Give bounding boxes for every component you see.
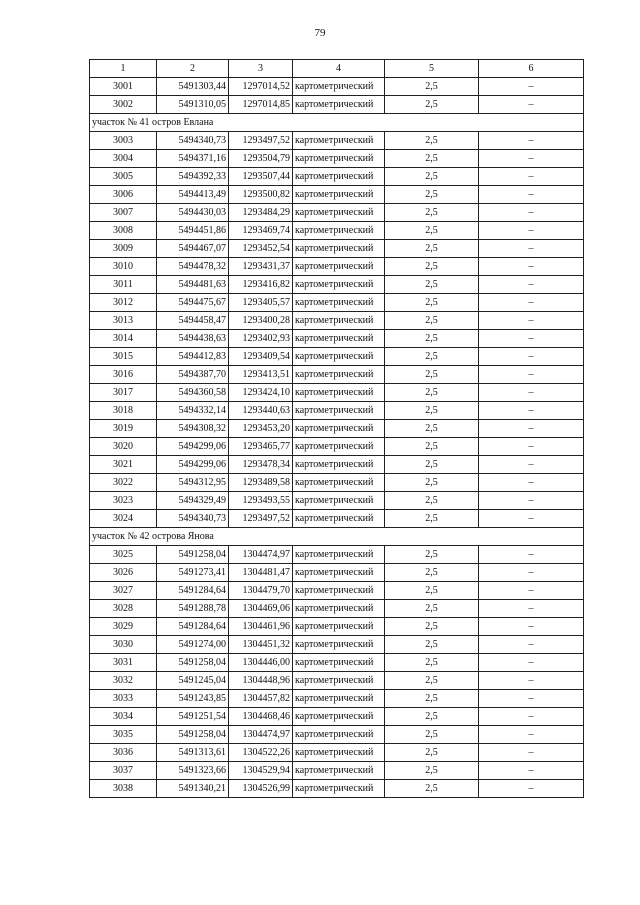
cell-note: –: [479, 744, 584, 762]
table-row: [90, 456, 584, 474]
cell-coord-y: 1304526,99: [229, 780, 293, 798]
cell-accuracy: 2,5: [385, 762, 479, 780]
cell-accuracy: 2,5: [385, 330, 479, 348]
cell-point-number: 3005: [90, 168, 157, 186]
cell-coord-y: 1304469,06: [229, 600, 293, 618]
table-row: [90, 744, 584, 762]
cell-note: –: [479, 708, 584, 726]
cell-accuracy: 2,5: [385, 744, 479, 762]
table-row: [90, 600, 584, 618]
cell-coord-y: 1304457,82: [229, 690, 293, 708]
cell-point-number: 3033: [90, 690, 157, 708]
cell-point-number: 3027: [90, 582, 157, 600]
cell-coord-x: 5494299,06: [157, 438, 229, 456]
cell-note: –: [479, 294, 584, 312]
cell-coord-x: 5491258,04: [157, 654, 229, 672]
cell-coord-x: 5491323,66: [157, 762, 229, 780]
cell-coord-y: 1293497,52: [229, 132, 293, 150]
cell-note: –: [479, 672, 584, 690]
table-row: [90, 780, 584, 798]
table-row: [90, 402, 584, 420]
cell-coord-y: 1297014,52: [229, 78, 293, 96]
cell-coord-y: 1304446,00: [229, 654, 293, 672]
cell-coord-y: 1293465,77: [229, 438, 293, 456]
cell-note: –: [479, 546, 584, 564]
cell-accuracy: 2,5: [385, 384, 479, 402]
cell-coord-y: 1293452,54: [229, 240, 293, 258]
cell-note: –: [479, 78, 584, 96]
table-body: [90, 78, 584, 798]
table-row: [90, 276, 584, 294]
cell-method: картометрический: [293, 132, 385, 150]
cell-accuracy: 2,5: [385, 168, 479, 186]
cell-accuracy: 2,5: [385, 636, 479, 654]
table-row: [90, 438, 584, 456]
cell-method: картометрический: [293, 690, 385, 708]
header-col-6: 6: [479, 60, 584, 78]
header-col-5: 5: [385, 60, 479, 78]
cell-method: картометрический: [293, 672, 385, 690]
cell-coord-x: 5491303,44: [157, 78, 229, 96]
cell-note: –: [479, 330, 584, 348]
cell-accuracy: 2,5: [385, 186, 479, 204]
cell-note: –: [479, 222, 584, 240]
cell-method: картометрический: [293, 474, 385, 492]
cell-coord-y: 1293484,29: [229, 204, 293, 222]
section-label: участок № 42 острова Янова: [90, 528, 584, 546]
cell-coord-y: 1293409,54: [229, 348, 293, 366]
cell-point-number: 3028: [90, 600, 157, 618]
cell-point-number: 3032: [90, 672, 157, 690]
table-row: [90, 654, 584, 672]
cell-accuracy: 2,5: [385, 150, 479, 168]
cell-point-number: 3004: [90, 150, 157, 168]
cell-coord-x: 5494360,58: [157, 384, 229, 402]
cell-method: картометрический: [293, 618, 385, 636]
cell-coord-x: 5491284,64: [157, 582, 229, 600]
cell-accuracy: 2,5: [385, 780, 479, 798]
cell-note: –: [479, 384, 584, 402]
cell-coord-y: 1304448,96: [229, 672, 293, 690]
cell-coord-y: 1293402,93: [229, 330, 293, 348]
cell-coord-x: 5491340,21: [157, 780, 229, 798]
cell-point-number: 3001: [90, 78, 157, 96]
cell-method: картометрический: [293, 780, 385, 798]
cell-coord-y: 1304451,32: [229, 636, 293, 654]
cell-coord-y: 1293416,82: [229, 276, 293, 294]
cell-accuracy: 2,5: [385, 402, 479, 420]
cell-coord-x: 5494392,33: [157, 168, 229, 186]
cell-coord-x: 5494329,49: [157, 492, 229, 510]
cell-coord-x: 5491258,04: [157, 726, 229, 744]
header-col-1: 1: [90, 60, 157, 78]
cell-point-number: 3026: [90, 564, 157, 582]
table-row: [90, 420, 584, 438]
cell-note: –: [479, 600, 584, 618]
cell-point-number: 3006: [90, 186, 157, 204]
cell-coord-x: 5494413,49: [157, 186, 229, 204]
cell-coord-y: 1297014,85: [229, 96, 293, 114]
cell-point-number: 3007: [90, 204, 157, 222]
section-row: [90, 114, 584, 132]
table-row: [90, 510, 584, 528]
cell-note: –: [479, 258, 584, 276]
cell-accuracy: 2,5: [385, 492, 479, 510]
section-label: участок № 41 остров Евлана: [90, 114, 584, 132]
cell-note: –: [479, 492, 584, 510]
cell-method: картометрический: [293, 348, 385, 366]
cell-coord-x: 5494371,16: [157, 150, 229, 168]
cell-coord-x: 5494308,32: [157, 420, 229, 438]
cell-accuracy: 2,5: [385, 672, 479, 690]
cell-coord-x: 5494312,95: [157, 474, 229, 492]
cell-accuracy: 2,5: [385, 222, 479, 240]
cell-coord-y: 1293493,55: [229, 492, 293, 510]
cell-method: картометрический: [293, 78, 385, 96]
table-header: [90, 60, 584, 78]
cell-note: –: [479, 312, 584, 330]
cell-note: –: [479, 402, 584, 420]
cell-point-number: 3038: [90, 780, 157, 798]
cell-coord-x: 5494478,32: [157, 258, 229, 276]
header-row: [90, 60, 584, 78]
cell-method: картометрический: [293, 168, 385, 186]
cell-note: –: [479, 582, 584, 600]
cell-coord-x: 5494475,67: [157, 294, 229, 312]
cell-coord-y: 1293469,74: [229, 222, 293, 240]
cell-method: картометрический: [293, 384, 385, 402]
header-col-4: 4: [293, 60, 385, 78]
cell-method: картометрический: [293, 96, 385, 114]
table-row: [90, 330, 584, 348]
cell-note: –: [479, 726, 584, 744]
cell-point-number: 3031: [90, 654, 157, 672]
cell-coord-y: 1304461,96: [229, 618, 293, 636]
cell-point-number: 3003: [90, 132, 157, 150]
cell-coord-x: 5494430,03: [157, 204, 229, 222]
cell-point-number: 3020: [90, 438, 157, 456]
cell-point-number: 3013: [90, 312, 157, 330]
cell-coord-x: 5494340,73: [157, 510, 229, 528]
table-row: [90, 492, 584, 510]
cell-method: картометрический: [293, 294, 385, 312]
table-row: [90, 186, 584, 204]
cell-method: картометрический: [293, 402, 385, 420]
table-row: [90, 204, 584, 222]
cell-coord-y: 1293405,57: [229, 294, 293, 312]
cell-accuracy: 2,5: [385, 78, 479, 96]
cell-note: –: [479, 240, 584, 258]
cell-coord-y: 1293431,37: [229, 258, 293, 276]
cell-method: картометрический: [293, 312, 385, 330]
cell-point-number: 3017: [90, 384, 157, 402]
table-row: [90, 708, 584, 726]
cell-accuracy: 2,5: [385, 438, 479, 456]
cell-coord-y: 1293413,51: [229, 366, 293, 384]
cell-note: –: [479, 168, 584, 186]
cell-coord-x: 5491273,41: [157, 564, 229, 582]
cell-note: –: [479, 762, 584, 780]
cell-coord-x: 5491258,04: [157, 546, 229, 564]
cell-point-number: 3016: [90, 366, 157, 384]
cell-method: картометрический: [293, 366, 385, 384]
cell-method: картометрический: [293, 456, 385, 474]
cell-point-number: 3010: [90, 258, 157, 276]
table-row: [90, 690, 584, 708]
table-row: [90, 96, 584, 114]
cell-accuracy: 2,5: [385, 600, 479, 618]
table-row: [90, 474, 584, 492]
cell-coord-y: 1304474,97: [229, 546, 293, 564]
table-row: [90, 150, 584, 168]
cell-coord-y: 1293478,34: [229, 456, 293, 474]
cell-note: –: [479, 564, 584, 582]
table-row: [90, 240, 584, 258]
cell-accuracy: 2,5: [385, 582, 479, 600]
cell-accuracy: 2,5: [385, 690, 479, 708]
cell-accuracy: 2,5: [385, 708, 479, 726]
cell-method: картометрический: [293, 636, 385, 654]
cell-coord-x: 5491284,64: [157, 618, 229, 636]
cell-coord-y: 1293497,52: [229, 510, 293, 528]
cell-coord-x: 5494299,06: [157, 456, 229, 474]
table-row: [90, 78, 584, 96]
page-number: 79: [314, 27, 326, 39]
table-row: [90, 672, 584, 690]
cell-coord-y: 1293440,63: [229, 402, 293, 420]
cell-method: картометрический: [293, 492, 385, 510]
cell-point-number: 3029: [90, 618, 157, 636]
table-row: [90, 546, 584, 564]
cell-note: –: [479, 474, 584, 492]
cell-note: –: [479, 366, 584, 384]
cell-point-number: 3002: [90, 96, 157, 114]
cell-note: –: [479, 96, 584, 114]
cell-coord-x: 5491245,04: [157, 672, 229, 690]
cell-coord-x: 5491288,78: [157, 600, 229, 618]
cell-point-number: 3030: [90, 636, 157, 654]
cell-coord-x: 5491313,61: [157, 744, 229, 762]
cell-accuracy: 2,5: [385, 726, 479, 744]
cell-note: –: [479, 636, 584, 654]
cell-method: картометрический: [293, 564, 385, 582]
cell-coord-x: 5494438,63: [157, 330, 229, 348]
cell-accuracy: 2,5: [385, 276, 479, 294]
cell-method: картометрический: [293, 186, 385, 204]
cell-method: картометрический: [293, 582, 385, 600]
table-row: [90, 366, 584, 384]
cell-accuracy: 2,5: [385, 618, 479, 636]
cell-accuracy: 2,5: [385, 312, 479, 330]
cell-coord-x: 5494467,07: [157, 240, 229, 258]
cell-coord-x: 5494481,63: [157, 276, 229, 294]
cell-note: –: [479, 150, 584, 168]
cell-method: картометрический: [293, 150, 385, 168]
cell-method: картометрический: [293, 726, 385, 744]
cell-accuracy: 2,5: [385, 240, 479, 258]
table-row: [90, 618, 584, 636]
coordinates-table: [89, 59, 584, 798]
cell-coord-y: 1304474,97: [229, 726, 293, 744]
cell-accuracy: 2,5: [385, 258, 479, 276]
cell-note: –: [479, 690, 584, 708]
cell-point-number: 3012: [90, 294, 157, 312]
cell-method: картометрический: [293, 204, 385, 222]
cell-point-number: 3015: [90, 348, 157, 366]
cell-point-number: 3037: [90, 762, 157, 780]
cell-coord-x: 5494451,86: [157, 222, 229, 240]
cell-point-number: 3036: [90, 744, 157, 762]
cell-note: –: [479, 654, 584, 672]
cell-coord-y: 1304468,46: [229, 708, 293, 726]
cell-note: –: [479, 276, 584, 294]
cell-accuracy: 2,5: [385, 348, 479, 366]
cell-note: –: [479, 456, 584, 474]
cell-coord-y: 1293424,10: [229, 384, 293, 402]
cell-accuracy: 2,5: [385, 546, 479, 564]
cell-note: –: [479, 420, 584, 438]
cell-accuracy: 2,5: [385, 294, 479, 312]
cell-coord-y: 1293400,28: [229, 312, 293, 330]
cell-point-number: 3018: [90, 402, 157, 420]
table-row: [90, 222, 584, 240]
cell-coord-x: 5491310,05: [157, 96, 229, 114]
cell-coord-x: 5494412,83: [157, 348, 229, 366]
cell-method: картометрический: [293, 330, 385, 348]
cell-method: картометрический: [293, 438, 385, 456]
cell-method: картометрический: [293, 546, 385, 564]
cell-coord-x: 5494340,73: [157, 132, 229, 150]
cell-accuracy: 2,5: [385, 510, 479, 528]
cell-coord-x: 5494458,47: [157, 312, 229, 330]
cell-method: картометрический: [293, 510, 385, 528]
table-row: [90, 762, 584, 780]
cell-accuracy: 2,5: [385, 204, 479, 222]
cell-note: –: [479, 438, 584, 456]
cell-note: –: [479, 618, 584, 636]
cell-coord-y: 1293453,20: [229, 420, 293, 438]
cell-point-number: 3025: [90, 546, 157, 564]
cell-accuracy: 2,5: [385, 456, 479, 474]
cell-coord-y: 1304522,26: [229, 744, 293, 762]
cell-accuracy: 2,5: [385, 96, 479, 114]
cell-coord-x: 5494332,14: [157, 402, 229, 420]
cell-method: картометрический: [293, 762, 385, 780]
cell-point-number: 3035: [90, 726, 157, 744]
table-row: [90, 312, 584, 330]
table-row: [90, 582, 584, 600]
table-row: [90, 348, 584, 366]
table-row: [90, 384, 584, 402]
cell-method: картометрический: [293, 600, 385, 618]
cell-accuracy: 2,5: [385, 420, 479, 438]
cell-point-number: 3034: [90, 708, 157, 726]
cell-point-number: 3022: [90, 474, 157, 492]
cell-point-number: 3014: [90, 330, 157, 348]
cell-coord-y: 1293489,58: [229, 474, 293, 492]
cell-note: –: [479, 132, 584, 150]
cell-coord-y: 1304481,47: [229, 564, 293, 582]
cell-coord-x: 5491243,85: [157, 690, 229, 708]
cell-method: картометрический: [293, 420, 385, 438]
cell-point-number: 3021: [90, 456, 157, 474]
table-row: [90, 168, 584, 186]
cell-accuracy: 2,5: [385, 474, 479, 492]
cell-method: картометрический: [293, 744, 385, 762]
header-col-2: 2: [157, 60, 229, 78]
cell-note: –: [479, 348, 584, 366]
table-row: [90, 132, 584, 150]
cell-note: –: [479, 186, 584, 204]
cell-method: картометрический: [293, 708, 385, 726]
table-row: [90, 636, 584, 654]
cell-method: картометрический: [293, 654, 385, 672]
cell-accuracy: 2,5: [385, 366, 479, 384]
cell-coord-y: 1293507,44: [229, 168, 293, 186]
cell-point-number: 3011: [90, 276, 157, 294]
table-row: [90, 258, 584, 276]
cell-note: –: [479, 780, 584, 798]
cell-note: –: [479, 204, 584, 222]
cell-coord-x: 5491274,00: [157, 636, 229, 654]
cell-method: картометрический: [293, 240, 385, 258]
cell-method: картометрический: [293, 222, 385, 240]
cell-coord-y: 1304529,94: [229, 762, 293, 780]
cell-coord-x: 5491251,54: [157, 708, 229, 726]
cell-coord-x: 5494387,70: [157, 366, 229, 384]
table-row: [90, 564, 584, 582]
cell-method: картометрический: [293, 258, 385, 276]
cell-point-number: 3008: [90, 222, 157, 240]
cell-point-number: 3024: [90, 510, 157, 528]
cell-point-number: 3023: [90, 492, 157, 510]
cell-accuracy: 2,5: [385, 654, 479, 672]
table-row: [90, 726, 584, 744]
cell-accuracy: 2,5: [385, 132, 479, 150]
cell-note: –: [479, 510, 584, 528]
cell-coord-y: 1304479,70: [229, 582, 293, 600]
header-col-3: 3: [229, 60, 293, 78]
cell-coord-y: 1293500,82: [229, 186, 293, 204]
cell-accuracy: 2,5: [385, 564, 479, 582]
cell-point-number: 3019: [90, 420, 157, 438]
cell-point-number: 3009: [90, 240, 157, 258]
cell-method: картометрический: [293, 276, 385, 294]
table-row: [90, 294, 584, 312]
cell-coord-y: 1293504,79: [229, 150, 293, 168]
section-row: [90, 528, 584, 546]
